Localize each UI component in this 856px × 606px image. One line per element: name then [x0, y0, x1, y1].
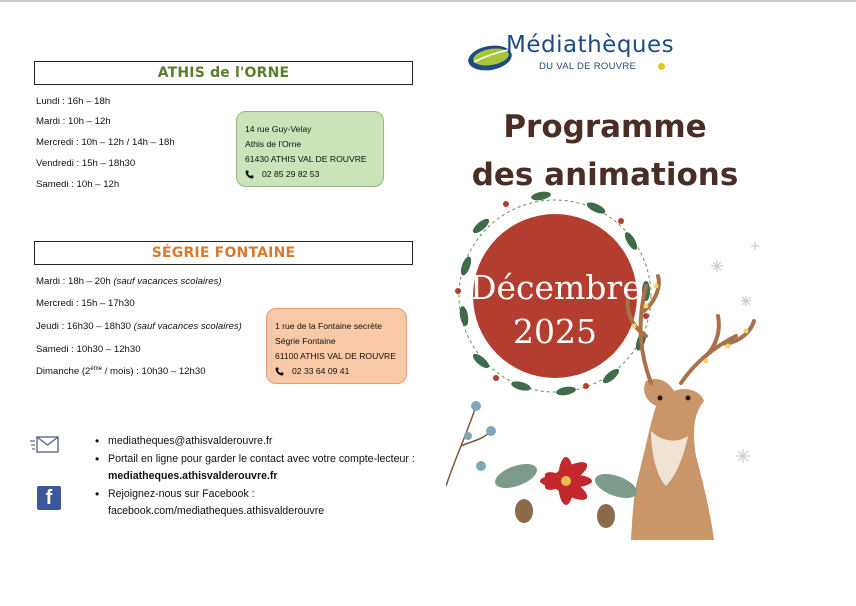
- address-line: 61100 ATHIS VAL DE ROUVRE: [275, 351, 396, 361]
- segrie-hours-row: Dimanche (2ème / mois) : 10h30 – 12h30: [36, 366, 206, 378]
- segrie-hours-row: Mardi : 18h – 20h (sauf vacances scolaires): [36, 276, 222, 287]
- facebook-link[interactable]: facebook.com/mediatheques.athisvalderouvre: [108, 505, 325, 517]
- month-label: [470, 266, 640, 354]
- contact-email[interactable]: • mediatheques@athisvalderouvre.fr: [95, 433, 425, 451]
- phone-line: [275, 364, 398, 379]
- phone-icon: [245, 170, 254, 179]
- email-icon: [30, 434, 60, 454]
- phone-number: 02 85 29 82 53: [262, 169, 320, 179]
- segrie-header: SÉGRIE FONTAINE: [34, 241, 413, 265]
- year: 2025: [513, 312, 597, 351]
- christmas-illustration: [446, 186, 768, 540]
- phone-icon: [275, 367, 284, 376]
- logo-dot: [658, 63, 665, 70]
- address-line: 1 rue de la Fontaine secrète: [275, 321, 383, 331]
- address-line: 61430 ATHIS VAL DE ROUVRE: [245, 154, 367, 164]
- segrie-hours-row: Mercredi : 15h – 17h30: [36, 298, 135, 309]
- programme-line1: Programme: [503, 109, 707, 145]
- facebook-icon[interactable]: f: [37, 486, 61, 510]
- address-line: 14 rue Guy-Velay: [245, 124, 312, 134]
- month-name: Décembre: [470, 268, 642, 307]
- top-border: [0, 0, 856, 2]
- contact-facebook: • Rejoignez-nous sur Facebook : facebook.com/mediatheques.athisvalderouvre: [95, 486, 425, 521]
- phone-number: 02 33 64 09 41: [292, 366, 350, 376]
- segrie-address-box: [266, 308, 407, 384]
- athis-hours-row: Mardi : 10h – 12h: [36, 116, 111, 127]
- logo-title: Médiathèques: [506, 32, 675, 58]
- athis-hours-row: Mercredi : 10h – 12h / 14h – 18h: [36, 137, 175, 148]
- athis-hours-row: Vendredi : 15h – 18h30: [36, 158, 136, 169]
- logo-subtitle: DU VAL DE ROUVRE: [539, 61, 637, 72]
- poinsettia-icon: [492, 457, 640, 528]
- athis-header: ATHIS de l'ORNE: [34, 61, 413, 85]
- address-line: Ségrie Fontaine: [275, 336, 336, 346]
- segrie-hours-row: Jeudi : 16h30 – 18h30 (sauf vacances scolaires): [36, 321, 242, 332]
- snowflake-icon: [711, 242, 759, 463]
- contact-portal: • Portail en ligne pour garder le contact avec votre compte-lecteur : mediatheques.athisvalderouvre.fr: [95, 451, 425, 486]
- phone-line: [245, 167, 375, 182]
- contact-list: [95, 433, 425, 521]
- portal-link[interactable]: mediatheques.athisvalderouvre.fr: [108, 470, 278, 482]
- athis-address-box: [236, 111, 384, 187]
- berry-branch-icon: [446, 401, 496, 486]
- segrie-hours-row: Samedi : 10h30 – 12h30: [36, 344, 141, 355]
- address-line: Athis de l'Orne: [245, 139, 302, 149]
- programme-title: [455, 103, 755, 199]
- athis-hours-row: Lundi : 16h – 18h: [36, 96, 111, 107]
- athis-hours-row: Samedi : 10h – 12h: [36, 179, 120, 190]
- programme-line2: des animations: [471, 157, 739, 193]
